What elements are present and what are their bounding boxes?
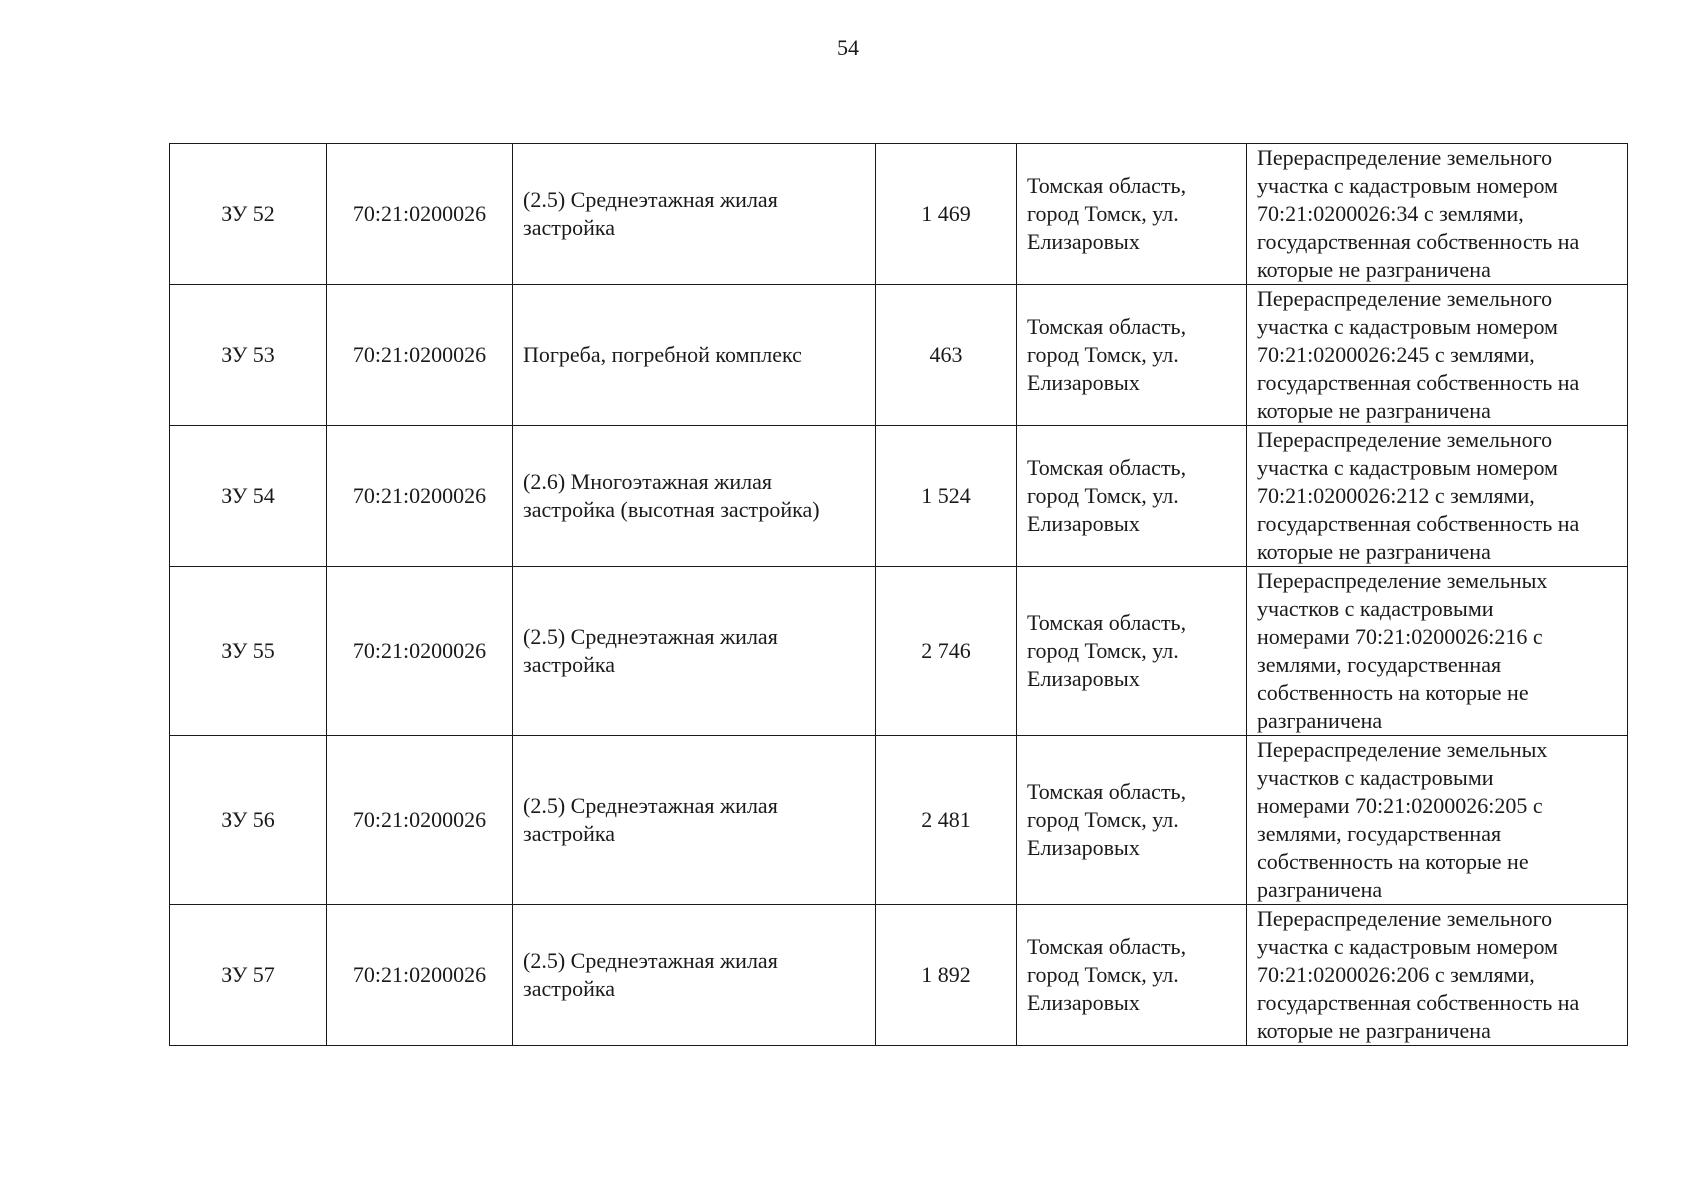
area-cell: 2 481 [876, 736, 1017, 905]
formation-method-cell: Перераспределение земельного участка с кадастровым номером 70:21:0200026:34 с землями, государственная собственность на которые не разграничена [1247, 144, 1628, 285]
table-row [170, 426, 1628, 567]
cadastral-quarter-cell: 70:21:0200026 [327, 285, 513, 426]
permitted-use-cell: (2.5) Среднеэтажная жилая застройка [513, 736, 876, 905]
formation-method-cell: Перераспределение земельного участка с кадастровым номером 70:21:0200026:206 с землями, государственная собственность на которые не разграничена [1247, 905, 1628, 1046]
formation-method-cell: Перераспределение земельного участка с кадастровым номером 70:21:0200026:245 с землями, государственная собственность на которые не разграничена [1247, 285, 1628, 426]
table-row [170, 905, 1628, 1046]
plot-number-cell: ЗУ 56 [170, 736, 327, 905]
cadastral-quarter-cell: 70:21:0200026 [327, 736, 513, 905]
area-cell: 1 524 [876, 426, 1017, 567]
land-plots-table [169, 143, 1628, 1046]
table-row [170, 736, 1628, 905]
area-cell: 2 746 [876, 567, 1017, 736]
formation-method-cell: Перераспределение земельного участка с кадастровым номером 70:21:0200026:212 с землями, государственная собственность на которые не разграничена [1247, 426, 1628, 567]
table-row [170, 144, 1628, 285]
formation-method-cell: Перераспределение земельных участков с кадастровыми номерами 70:21:0200026:216 с землями, государственная собственность на которые не разграничена [1247, 567, 1628, 736]
table-row [170, 567, 1628, 736]
cadastral-quarter-cell: 70:21:0200026 [327, 426, 513, 567]
address-cell: Томская область, город Томск, ул. Елизаровых [1017, 426, 1247, 567]
cadastral-quarter-cell: 70:21:0200026 [327, 144, 513, 285]
permitted-use-cell: (2.6) Многоэтажная жилая застройка (высотная застройка) [513, 426, 876, 567]
cadastral-quarter-cell: 70:21:0200026 [327, 905, 513, 1046]
address-cell: Томская область, город Томск, ул. Елизаровых [1017, 905, 1247, 1046]
page-number: 54 [837, 35, 859, 60]
area-cell: 1 469 [876, 144, 1017, 285]
address-cell: Томская область, город Томск, ул. Елизаровых [1017, 144, 1247, 285]
address-cell: Томская область, город Томск, ул. Елизаровых [1017, 736, 1247, 905]
area-cell: 1 892 [876, 905, 1017, 1046]
permitted-use-cell: (2.5) Среднеэтажная жилая застройка [513, 567, 876, 736]
plot-number-cell: ЗУ 57 [170, 905, 327, 1046]
plot-number-cell: ЗУ 55 [170, 567, 327, 736]
cadastral-quarter-cell: 70:21:0200026 [327, 567, 513, 736]
area-cell: 463 [876, 285, 1017, 426]
plot-number-cell: ЗУ 53 [170, 285, 327, 426]
permitted-use-cell: (2.5) Среднеэтажная жилая застройка [513, 905, 876, 1046]
table-row [170, 285, 1628, 426]
formation-method-cell: Перераспределение земельных участков с кадастровыми номерами 70:21:0200026:205 с землями, государственная собственность на которые не разграничена [1247, 736, 1628, 905]
address-cell: Томская область, город Томск, ул. Елизаровых [1017, 285, 1247, 426]
address-cell: Томская область, город Томск, ул. Елизаровых [1017, 567, 1247, 736]
permitted-use-cell: Погреба, погребной комплекс [513, 285, 876, 426]
permitted-use-cell: (2.5) Среднеэтажная жилая застройка [513, 144, 876, 285]
plot-number-cell: ЗУ 52 [170, 144, 327, 285]
plot-number-cell: ЗУ 54 [170, 426, 327, 567]
